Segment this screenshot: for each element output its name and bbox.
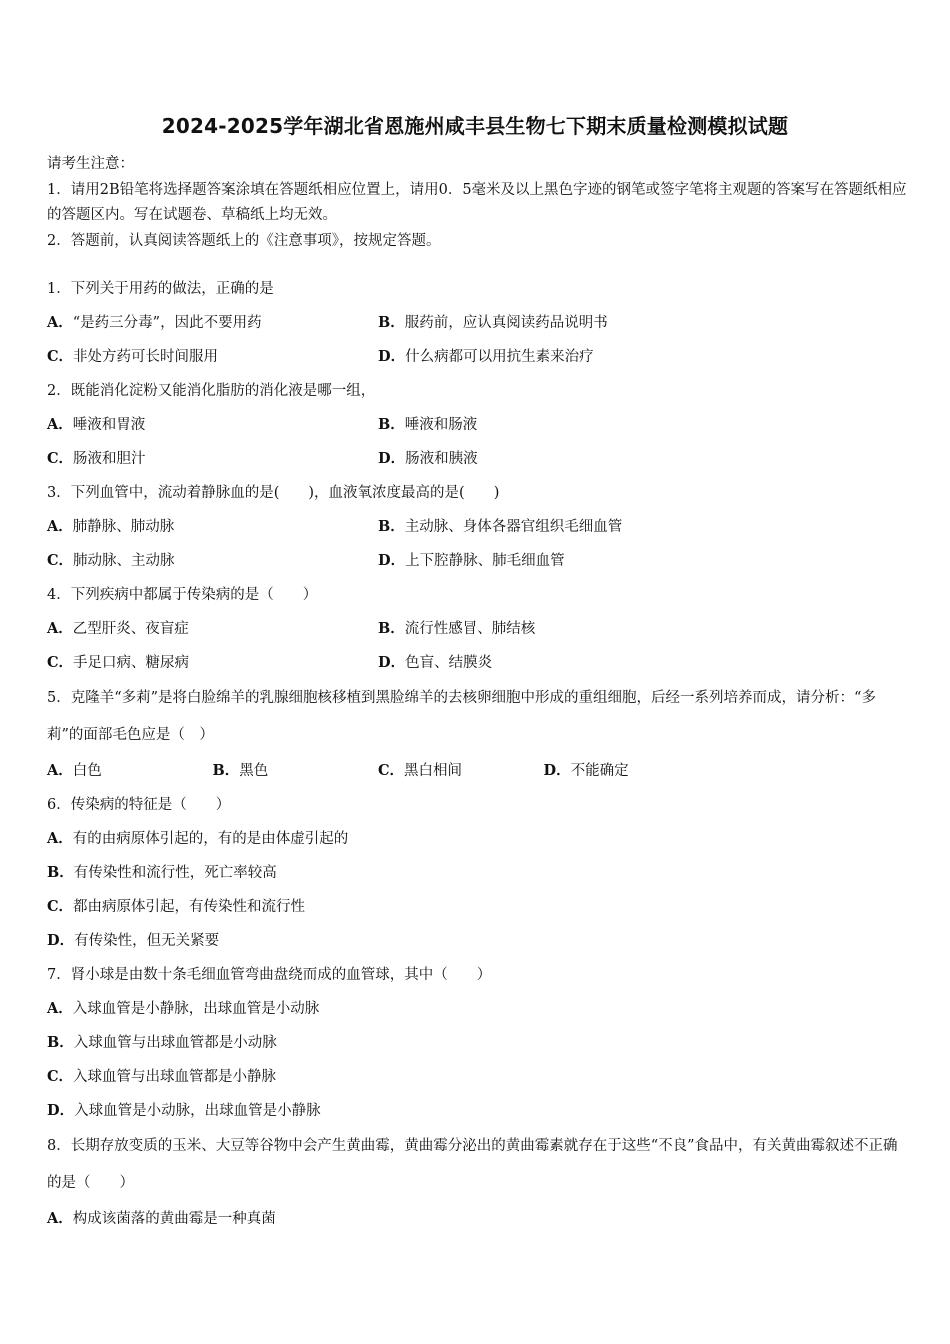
option-row [47,306,909,340]
option-b [378,612,709,646]
option-letter: B． [47,1034,74,1051]
option-row [47,754,909,788]
option-letter: A． [47,1210,73,1227]
option-text: 入球血管与出球血管都是小静脉 [73,1069,277,1085]
option-letter: A． [47,1000,73,1017]
option-text: 流行性感冒、肺结核 [404,621,536,637]
option-text: 肺动脉、主动脉 [73,553,175,569]
option-text: 手足口病、糖尿病 [73,655,190,671]
option-letter: C． [47,552,74,569]
option-letter: D． [543,762,571,779]
option-row [47,1060,909,1094]
option-letter: C． [47,348,74,365]
notice-section [47,152,907,254]
option-row [47,992,909,1026]
option-a [47,1202,907,1236]
option-row [47,1094,909,1128]
option-row [47,340,909,374]
option-row [47,408,909,442]
option-row [47,510,909,544]
question-stem: 6．传染病的特征是（ ） [47,797,231,813]
question-stem: 7．肾小球是由数十条毛细血管弯曲盘绕而成的血管球，其中（ ） [47,967,492,983]
question-4 [47,578,909,680]
option-d [378,544,709,578]
option-text: 黑色 [239,763,269,779]
option-letter: A． [47,518,73,535]
option-text: 不能确定 [570,763,629,779]
option-letter: C． [378,762,405,779]
notice-heading: 请考生注意： [47,156,134,172]
option-letter: B． [378,620,405,637]
option-row [47,442,909,476]
option-text: 色盲、结膜炎 [405,655,493,671]
option-a [47,612,378,646]
option-text: 有的由病原体引起的，有的是由体虚引起的 [72,831,349,847]
option-c [47,340,378,374]
option-row [47,544,909,578]
question-7 [47,958,909,1128]
option-text: 构成该菌落的黄曲霉是一种真菌 [72,1211,276,1227]
question-stem: 3．下列血管中，流动着静脉血的是( )，血液氧浓度最高的是( ) [47,485,500,501]
option-row [47,890,909,924]
option-letter: A． [47,416,73,433]
option-row [47,1026,909,1060]
option-letter: D． [378,450,406,467]
option-d [544,754,710,788]
option-text: 唾液和肠液 [404,417,478,433]
option-b [213,754,379,788]
option-d [47,924,907,958]
option-letter: A． [47,762,73,779]
option-letter: B． [212,762,240,779]
option-d [378,442,709,476]
option-letter: B． [378,416,405,433]
option-a [47,306,378,340]
option-text: “是药三分毒”，因此不要用药 [72,315,262,331]
option-text: 都由病原体引起，有传染性和流行性 [73,899,306,915]
option-letter: B． [47,864,74,881]
option-a [47,510,378,544]
notice-item-2: 2．答题前，认真阅读答题纸上的《注意事项》，按规定答题。 [47,232,441,249]
option-text: 什么病都可以用抗生素来治疗 [405,349,594,365]
option-row [47,612,909,646]
option-letter: A． [47,314,73,331]
option-text: 上下腔静脉、肺毛细血管 [405,553,565,569]
option-text: 有传染性和流行性，死亡率较高 [73,865,277,881]
question-stem: 8．长期存放变质的玉米、大豆等谷物中会产生黄曲霉，黄曲霉分泌出的黄曲霉素就存在于这些“不良”食品中，有关黄曲霉叙述不正确的是（ ） [47,1138,898,1191]
option-b [47,856,907,890]
option-c [47,1060,907,1094]
option-a [47,822,907,856]
option-b [378,306,709,340]
option-c [47,442,378,476]
question-2 [47,374,909,476]
option-text: 唾液和胃液 [72,417,146,433]
option-c [47,646,378,680]
option-text: 黑白相间 [404,763,463,779]
question-stem: 1．下列关于用药的做法，正确的是 [47,281,274,297]
option-letter: B． [378,314,405,331]
option-d [378,646,709,680]
option-b [47,1026,907,1060]
option-letter: A． [47,620,73,637]
option-letter: D． [378,348,406,365]
option-d [378,340,709,374]
option-letter: B． [378,518,405,535]
option-letter: C． [47,450,74,467]
option-text: 有传染性，但无关紧要 [74,933,220,949]
option-a [47,754,213,788]
option-letter: D． [378,654,406,671]
question-stem: 4．下列疾病中都属于传染病的是（ ） [47,587,318,603]
option-text: 肠液和胆汁 [73,451,146,467]
option-letter: D． [47,932,75,949]
question-5 [47,680,909,788]
option-text: 入球血管是小静脉，出球血管是小动脉 [72,1001,320,1017]
question-1 [47,272,909,374]
option-letter: A． [47,830,73,847]
option-text: 入球血管与出球血管都是小动脉 [73,1035,277,1051]
option-row [47,1202,909,1236]
option-text: 肺静脉、肺动脉 [72,519,175,535]
option-d [47,1094,907,1128]
option-a [47,408,378,442]
page-title: 2024-2025学年湖北省恩施州咸丰县生物七下期末质量检测模拟试题 [161,114,789,138]
option-text: 乙型肝炎、夜盲症 [72,621,189,637]
question-3 [47,476,909,578]
option-letter: C． [47,1068,74,1085]
question-stem: 2．既能消化淀粉又能消化脂肪的消化液是哪一组， [47,383,376,399]
option-letter: D． [378,552,406,569]
option-row [47,822,909,856]
option-text: 肠液和胰液 [405,451,478,467]
question-6 [47,788,909,958]
question-stem: 5．克隆羊“多莉”是将白脸绵羊的乳腺细胞核移植到黑脸绵羊的去核卵细胞中形成的重组细胞，后经一系列培养而成，请分析：“多莉”的面部毛色应是（ ） [47,690,876,743]
option-b [378,510,709,544]
option-text: 白色 [72,763,102,779]
option-letter: C． [47,898,74,915]
option-b [378,408,709,442]
option-letter: C． [47,654,74,671]
option-a [47,992,907,1026]
option-text: 入球血管是小动脉，出球血管是小静脉 [74,1103,321,1119]
question-list [47,272,909,1236]
option-text: 非处方药可长时间服用 [73,349,219,365]
option-c [47,890,907,924]
question-8 [47,1128,909,1236]
option-row [47,924,909,958]
option-letter: D． [47,1102,75,1119]
notice-item-1: 1．请用2B铅笔将选择题答案涂填在答题纸相应位置上，请用0．5毫米及以上黑色字迹的钢笔或签字笔将主观题的答案写在答题纸相应的答题区内。写在试题卷、草稿纸上均无效。 [47,181,907,223]
option-text: 主动脉、身体各器官组织毛细血管 [404,519,623,535]
option-row [47,646,909,680]
option-text: 服药前，应认真阅读药品说明书 [404,315,608,331]
option-row [47,856,909,890]
option-c [378,754,544,788]
option-c [47,544,378,578]
